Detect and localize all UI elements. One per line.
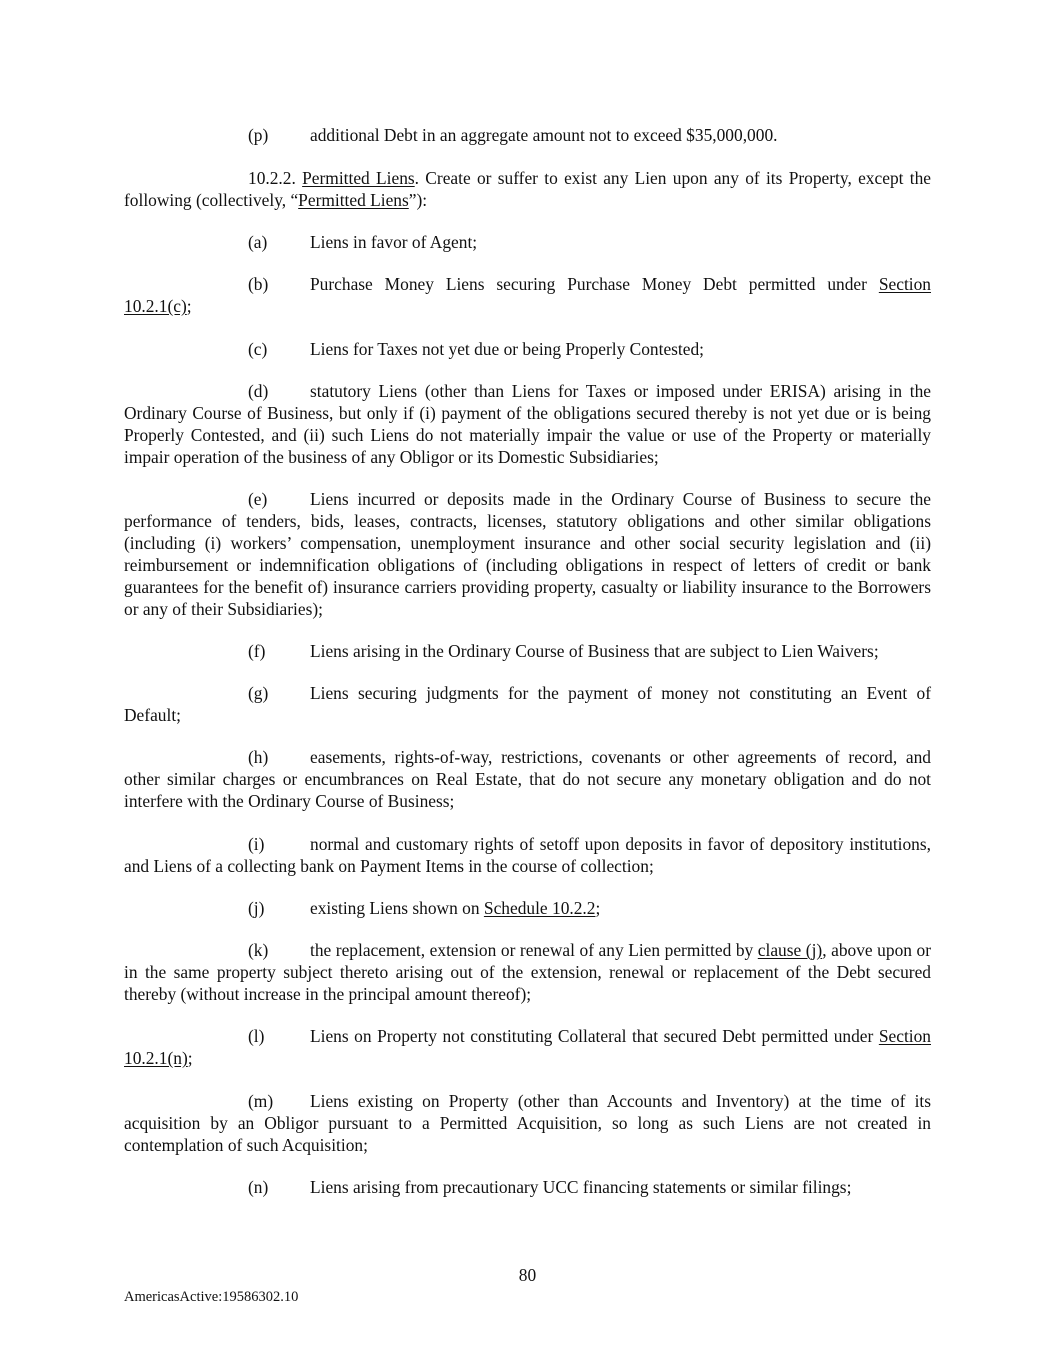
clause-f: (f) Liens arising in the Ordinary Course of Business that are subject to Lien Waivers;: [248, 641, 879, 661]
cross-reference-schedule-10-2-2[interactable]: Schedule 10.2.2: [483, 898, 596, 918]
clause-l: (l) Liens on Property not constituting Collateral that secured Debt permitted under Section 10.2.1(n);: [124, 1026, 931, 1068]
clause-g: (g) Liens securing judgments for the payment of money not constituting an Event of Default;: [124, 683, 931, 725]
cross-reference-clause-j[interactable]: clause (j): [757, 940, 823, 960]
clause-b: (b) Purchase Money Liens securing Purchase Money Debt permitted under Section 10.2.1(c);: [124, 274, 931, 316]
document-id: AmericasActive:19586302.10: [124, 1289, 299, 1305]
clause-n: (n) Liens arising from precautionary UCC financing statements or similar filings;: [248, 1177, 852, 1197]
clause-d: (d) statutory Liens (other than Liens for Taxes or imposed under ERISA) arising in the Ordinary Course of Business, but only if (i) payment of the obligations secured thereby is not yet due or is being Properly Contested, and (ii) such Liens do not materially impair the value or use of the Property or materially impair operation of the business of any Obligor or its Domestic Subsidiaries;: [124, 381, 931, 467]
clause-c: (c) Liens for Taxes not yet due or being Properly Contested;: [248, 339, 705, 359]
clause-p: (p) additional Debt in an aggregate amount not to exceed $35,000,000.: [248, 125, 778, 145]
clause-h: (h) easements, rights-of-way, restrictions, covenants or other agreements of record, and other similar charges or encumbrances on Real Estate, that do not secure any monetary obligation and do not interfere with the Ordinary Course of Business;: [124, 747, 931, 811]
defined-term-permitted-liens: Permitted Liens: [298, 190, 409, 210]
cross-reference-section-10-2-1-c[interactable]: Section 10.2.1(c): [124, 274, 931, 316]
clause-i: (i) normal and customary rights of setoff upon deposits in favor of depository institutions, and Liens of a collecting bank on Payment Items in the course of collection;: [124, 834, 931, 876]
clause-m: (m) Liens existing on Property (other than Accounts and Inventory) at the time of its acquisition by an Obligor pursuant to a Permitted Acquisition, so long as such Liens are not created in contemplation of such Acquisition;: [124, 1091, 931, 1155]
clause-a: (a) Liens in favor of Agent;: [248, 232, 478, 252]
clause-k: (k) the replacement, extension or renewal of any Lien permitted by clause (j), above upon or in the same property subject thereto arising out of the extension, renewal or replacement of the Debt secured thereby (without increase in the principal amount thereof);: [124, 940, 932, 1004]
section-10-2-2-heading: 10.2.2. Permitted Liens. Create or suffer to exist any Lien upon any of its Property, except the following (collectively, “Permitted Liens”):: [124, 168, 931, 210]
section-heading-permitted-liens: Permitted Liens: [302, 168, 415, 188]
clause-e: (e) Liens incurred or deposits made in the Ordinary Course of Business to secure the performance of tenders, bids, leases, contracts, licenses, statutory obligations and other similar obligations (including (i) workers’ compensation, unemployment insurance and other social security legislation and (ii) reimbursement or indemnification obligations of (including obligations in respect of letters of credit or bank guarantees for the benefit of) insurance carriers providing property, casualty or liability insurance to the Borrowers or any of their Subsidiaries);: [124, 489, 931, 619]
clause-j: (j) existing Liens shown on Schedule 10.2.2;: [248, 898, 601, 918]
page-number: 80: [518, 1265, 537, 1285]
cross-reference-section-10-2-1-n[interactable]: Section 10.2.1(n): [124, 1026, 931, 1068]
